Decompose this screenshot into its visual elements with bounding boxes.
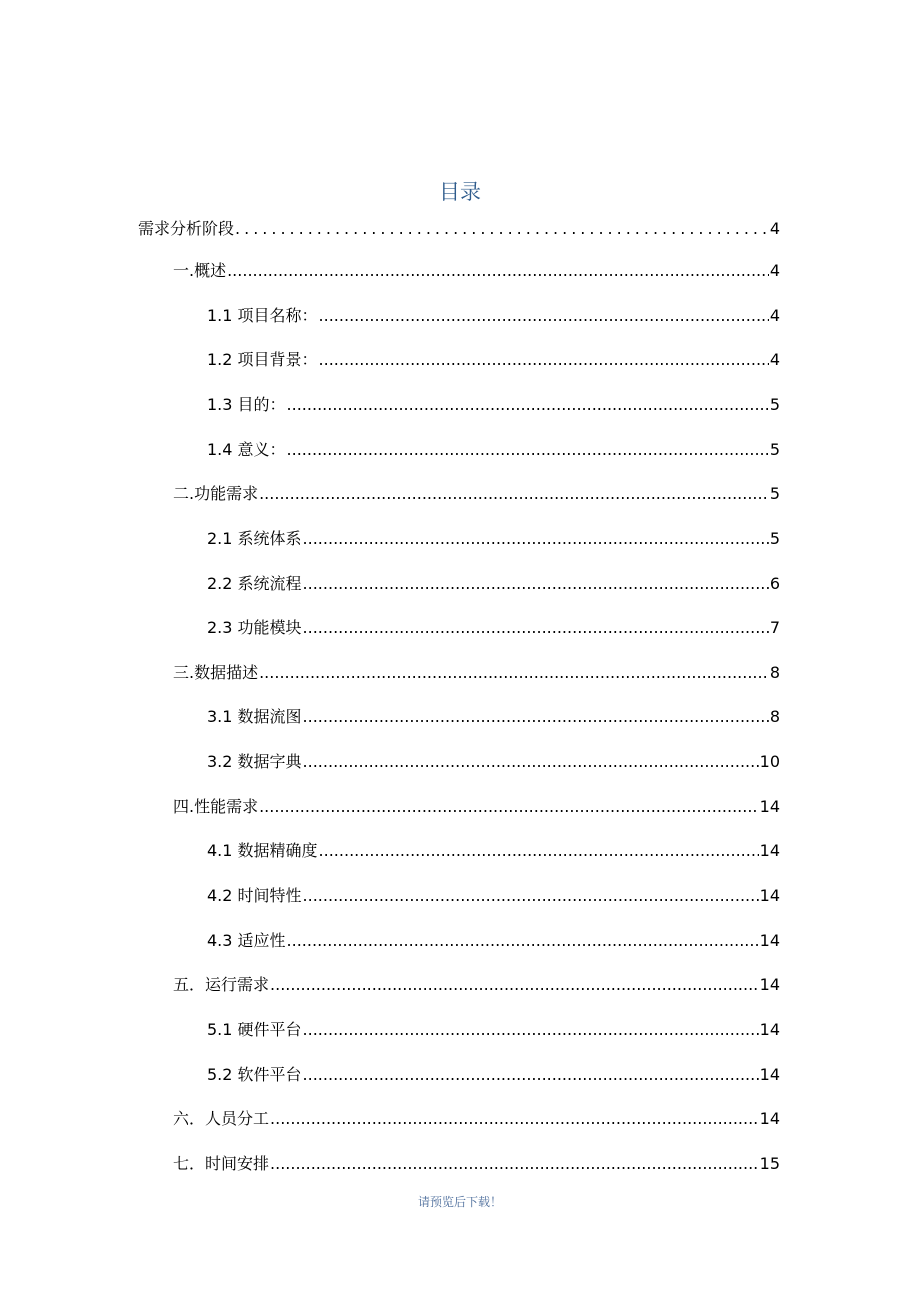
toc-leader — [319, 305, 769, 327]
toc-entry-label: 4.1 数据精确度 — [207, 841, 318, 860]
toc-entry-page: 5 — [769, 395, 780, 414]
toc-entry-label: 1.3 目的： — [207, 395, 286, 414]
toc-leader — [303, 573, 769, 595]
toc-entry-label: 4.3 适应性 — [207, 931, 286, 950]
toc-entry[interactable] — [207, 883, 780, 907]
toc-entry-label: 1.4 意义： — [207, 440, 286, 459]
toc-entry-label: 3.2 数据字典 — [207, 752, 302, 771]
toc-entry[interactable] — [207, 303, 780, 327]
toc-entry-page: 14 — [759, 1109, 780, 1128]
toc-entry-page: 4 — [769, 350, 780, 369]
toc-title: 目录 — [439, 180, 481, 204]
toc-entry-page: 4 — [769, 219, 780, 238]
toc-entry[interactable] — [207, 838, 780, 862]
toc-entry-label: 4.2 时间特性 — [207, 886, 302, 905]
toc-entry[interactable] — [173, 258, 780, 282]
toc-entry-page: 5 — [769, 440, 780, 459]
toc-leader — [287, 930, 759, 952]
toc-entry-page: 14 — [759, 1020, 780, 1039]
toc-entry-page: 14 — [759, 1065, 780, 1084]
toc-entry[interactable] — [207, 392, 780, 416]
toc-entry-label: 六．人员分工 — [173, 1109, 270, 1128]
toc-entry[interactable] — [207, 571, 780, 595]
toc-leader — [303, 1064, 759, 1086]
toc-entry[interactable] — [173, 660, 780, 684]
toc-entry[interactable] — [207, 928, 780, 952]
toc-entry[interactable] — [173, 1106, 780, 1130]
toc-leader — [287, 394, 769, 416]
toc-entry[interactable] — [173, 794, 780, 818]
toc-leader — [287, 439, 769, 461]
toc-entry[interactable] — [207, 437, 780, 461]
toc-entry-page: 7 — [769, 618, 780, 637]
toc-entry-label: 需求分析阶段 — [138, 219, 235, 238]
toc-leader — [259, 662, 769, 684]
toc-entry[interactable] — [207, 1062, 780, 1086]
toc-entry-label: 二.功能需求 — [173, 484, 259, 503]
toc-entry[interactable] — [173, 1151, 780, 1175]
toc-entry-label: 四.性能需求 — [173, 797, 259, 816]
toc-entry-label: 5.1 硬件平台 — [207, 1020, 302, 1039]
toc-entry-page: 8 — [769, 707, 780, 726]
toc-entry-page: 15 — [759, 1154, 780, 1173]
toc-leader — [270, 974, 759, 996]
toc-entry-page: 14 — [759, 841, 780, 860]
toc-entry[interactable] — [207, 615, 780, 639]
toc-leader — [235, 218, 769, 240]
toc-entry-label: 1.2 项目背景： — [207, 350, 318, 369]
toc-entry[interactable] — [207, 526, 780, 550]
toc-entry-label: 2.1 系统体系 — [207, 529, 302, 548]
toc-leader — [270, 1108, 759, 1130]
toc-leader — [303, 1019, 759, 1041]
toc-entry[interactable] — [138, 216, 780, 240]
toc-entry-page: 14 — [759, 886, 780, 905]
toc-entry-label: 七．时间安排 — [173, 1154, 270, 1173]
toc-entry[interactable] — [207, 1017, 780, 1041]
toc-leader — [270, 1153, 759, 1175]
toc-entry[interactable] — [207, 704, 780, 728]
toc-entry-page: 14 — [759, 797, 780, 816]
toc-entry-label: 1.1 项目名称： — [207, 306, 318, 325]
toc-entry[interactable] — [207, 347, 780, 371]
toc-leader — [227, 260, 769, 282]
toc-entry-page: 5 — [769, 484, 780, 503]
toc-leader — [303, 617, 769, 639]
toc-entry-page: 4 — [769, 306, 780, 325]
toc-leader — [303, 528, 769, 550]
toc-entry-page: 6 — [769, 574, 780, 593]
toc-leader — [303, 706, 769, 728]
toc-leader — [303, 885, 759, 907]
toc-entry-page: 14 — [759, 975, 780, 994]
toc-entry-page: 14 — [759, 931, 780, 950]
toc-entry-page: 5 — [769, 529, 780, 548]
toc-leader — [319, 840, 759, 862]
toc-leader — [319, 349, 769, 371]
toc-entry[interactable] — [173, 972, 780, 996]
toc-entry[interactable] — [207, 749, 780, 773]
toc-leader — [259, 796, 759, 818]
toc-entry-label: 2.3 功能模块 — [207, 618, 302, 637]
toc-leader — [303, 751, 759, 773]
toc-entry-label: 一.概述 — [173, 261, 227, 280]
toc-entry-label: 三.数据描述 — [173, 663, 259, 682]
toc-entry-page: 10 — [759, 752, 780, 771]
toc-entry-page: 4 — [769, 261, 780, 280]
toc-entry-label: 2.2 系统流程 — [207, 574, 302, 593]
toc-entry[interactable] — [173, 481, 780, 505]
toc-entry-label: 五．运行需求 — [173, 975, 270, 994]
toc-entry-page: 8 — [769, 663, 780, 682]
toc-leader — [259, 483, 769, 505]
toc-entry-label: 3.1 数据流图 — [207, 707, 302, 726]
toc-entry-label: 5.2 软件平台 — [207, 1065, 302, 1084]
footer-note: 请预览后下载！ — [417, 1195, 502, 1209]
